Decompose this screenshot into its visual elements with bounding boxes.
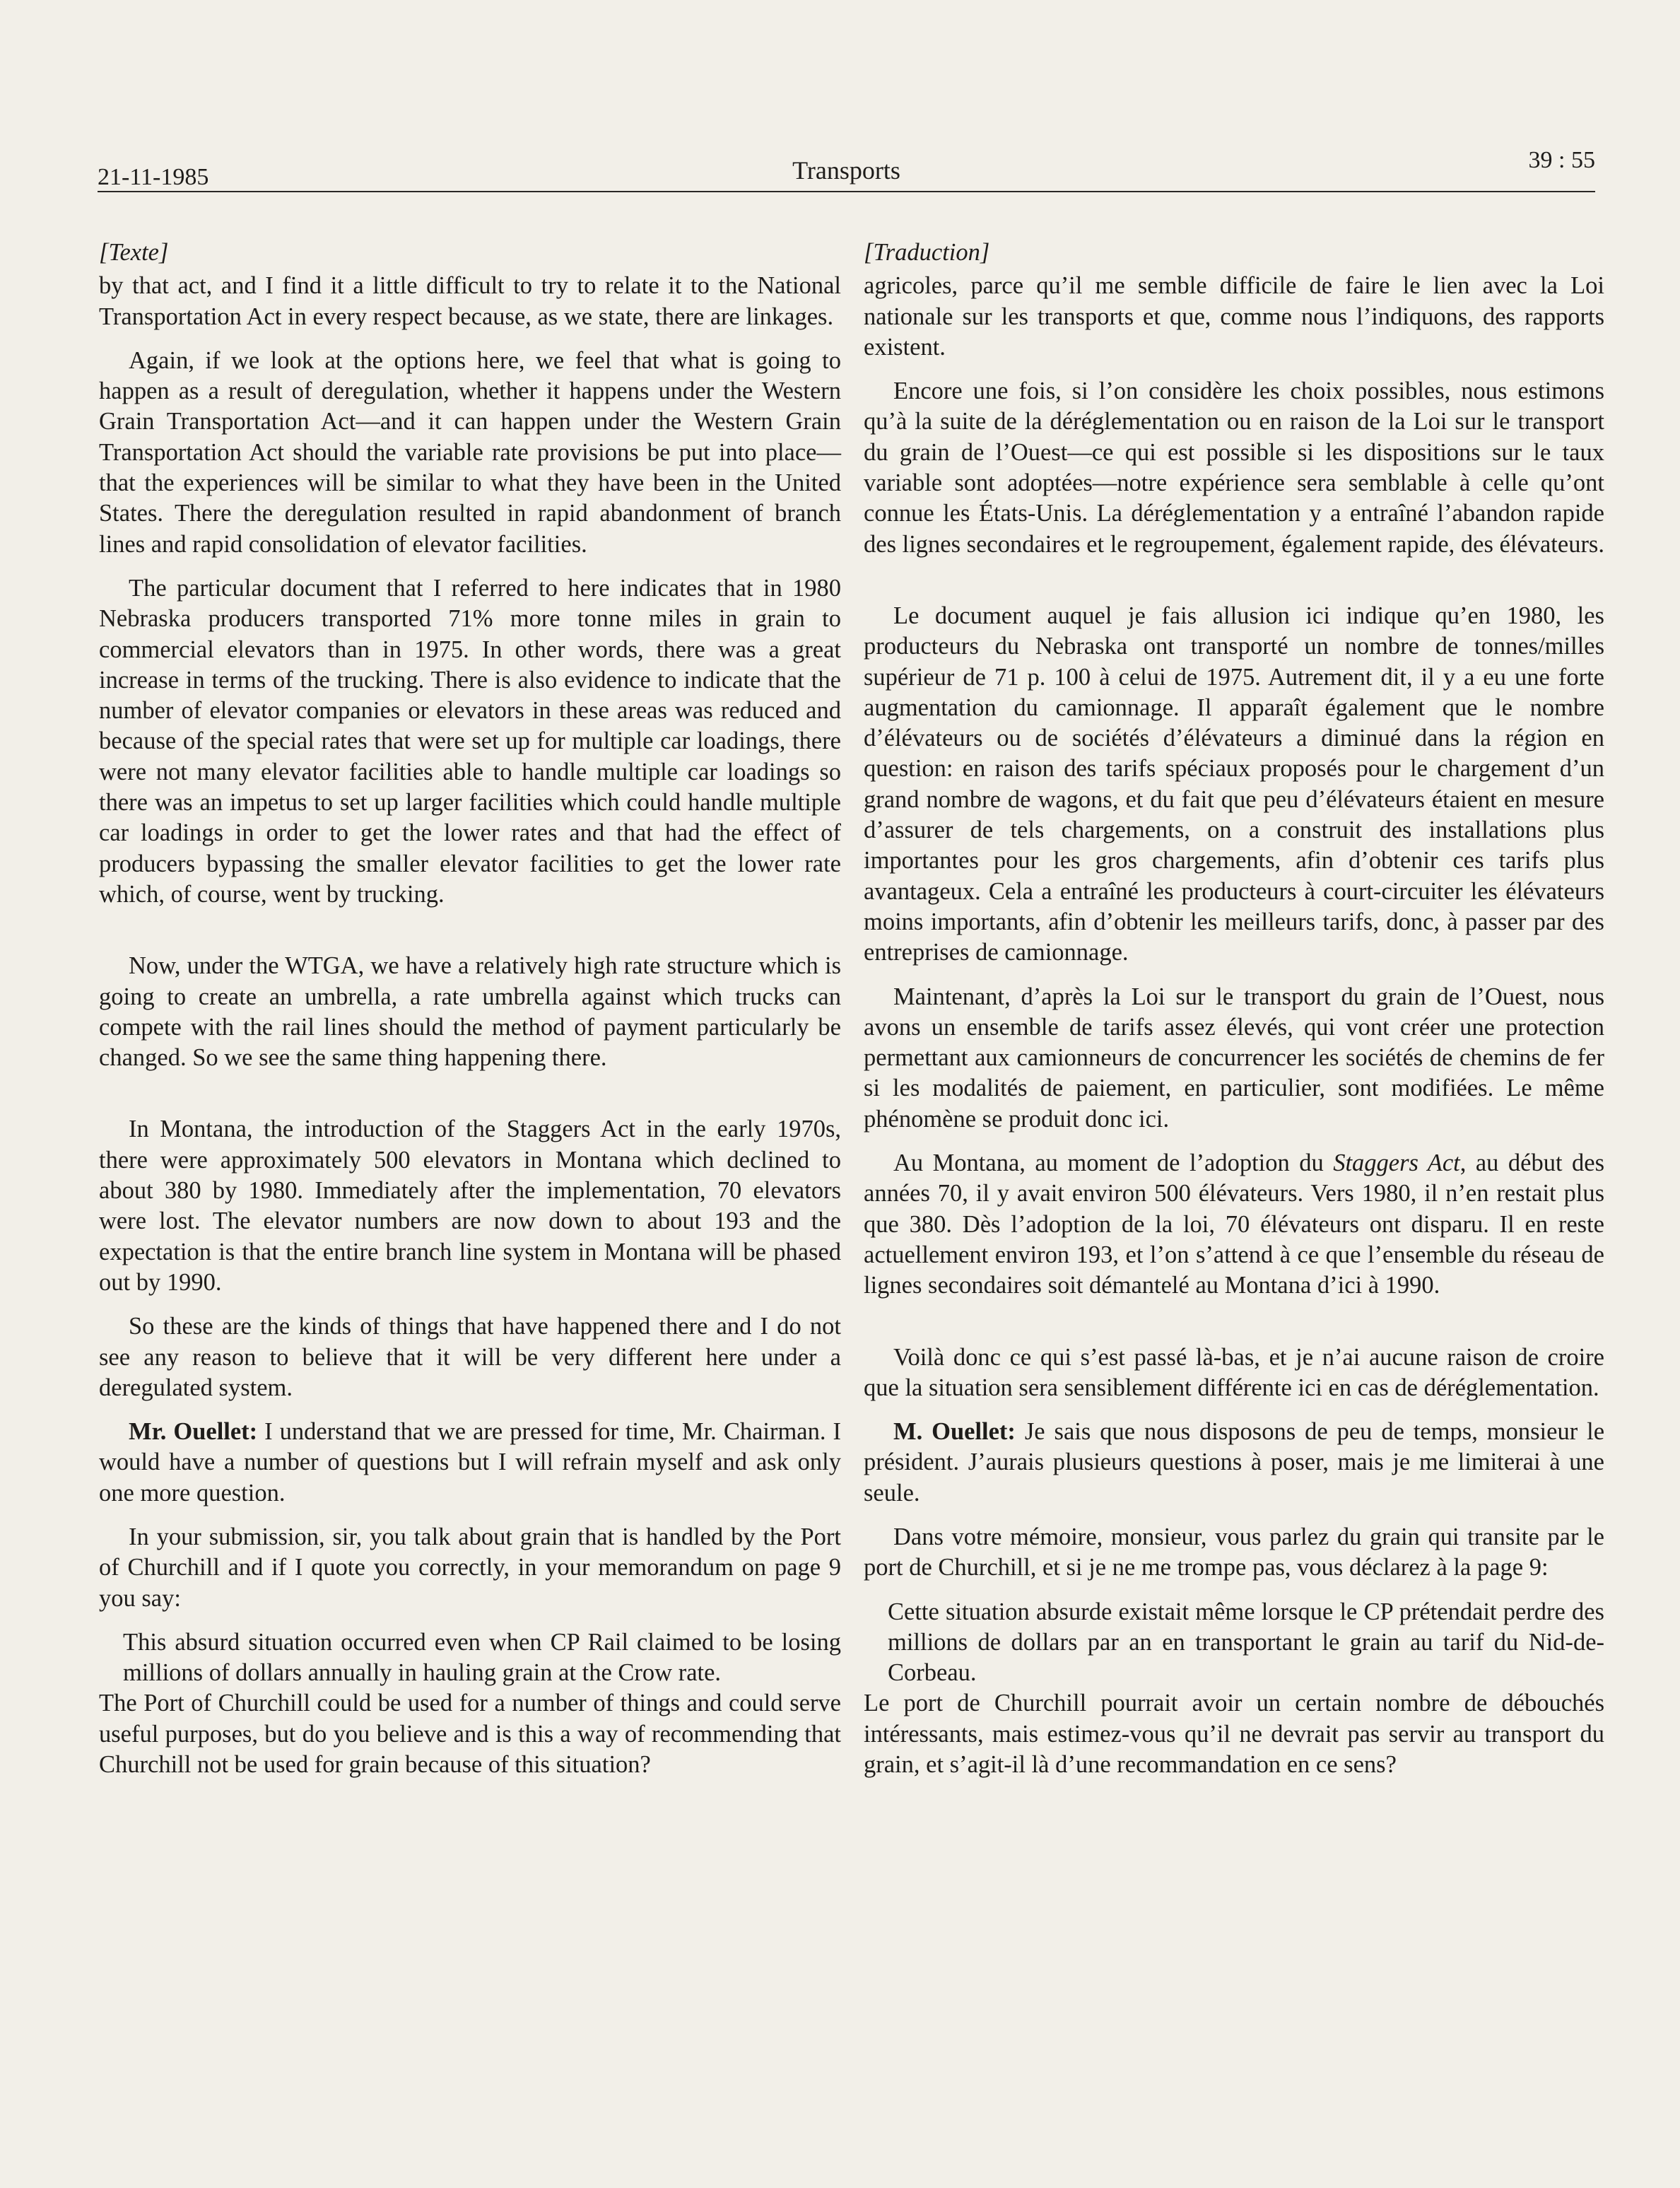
paragraph: In your submission, sir, you talk about grain that is handled by the Port of Churchill and if I quote you correctly, in your memorandum on page 9 you say:	[99, 1523, 841, 1612]
block-quote: This absurd situation occurred even when CP Rail claimed to be losing millions of dollars annually in hauling grain at the Crow rate.	[123, 1628, 841, 1687]
paragraph: Encore une fois, si l’on considère les choix possibles, nous estimons qu’à la suite de la déréglementation ou en raison de la Loi sur le transport du grain de l’Ouest—ce qui est possible si les dispositions sur le taux variable sont adoptées—notre expérience sera semblable à celle qu’ont connue les États-Unis. La déréglementation y a entraîné l’abandon rapide des lignes secondaires et le regroupement, également rapide, des élévateurs.	[864, 378, 1604, 558]
header-rule	[98, 191, 1595, 192]
paragraph: Dans votre mémoire, monsieur, vous parlez du grain qui transite par le port de Churchill, et si je ne me trompe pas, vous déclarez à la page 9:	[864, 1523, 1604, 1581]
section-tag-texte: [Texte]	[99, 239, 169, 266]
paragraph: Au Montana, au moment de l’adoption du Staggers Act, au début des années 70, il y avait environ 500 élévateurs. Vers 1980, il n’en restait plus que 380. Dès l’adoption de la loi, 70 élévateurs ont disparu. Il en reste actuellement environ 193, et l’on s’attend à ce que l’ensemble du réseau de lignes secondaires soit démantelé au Montana d’ici à 1990.	[864, 1149, 1605, 1299]
paragraph: The particular document that I referred to here indicates that in 1980 Nebraska producers transported 71% more tonne miles in grain to commercial elevators than in 1975. In other words, there was a great increase in terms of the trucking. There is also evidence to indicate that the number of elevator companies or elevators in these areas was reduced and because of the special rates that were set up for multiple car loadings, there were not many elevator facilities able to handle multiple car loadings so there was an impetus to set up larger facilities which could handle multiple car loadings in order to get the lower rates and that had the effect of producers bypassing the smaller elevator facilities to get the lower rate which, of course, went by trucking.	[99, 574, 841, 908]
paragraph: The Port of Churchill could be used for a number of things and could serve useful purposes, but do you believe and is this a way of recommending that Churchill not be used for grain because of this situation?	[99, 1690, 841, 1779]
paragraph: Le document auquel je fais allusion ici indique qu’en 1980, les producteurs du Nebraska ont transporté un nombre de tonnes/milles supérieur de 71 p. 100 à celui de 1975. Autrement dit, il y a eu une forte augmentation du camionnage. Il apparaît également que le nombre d’élévateurs ou de sociétés d’élévateurs a diminué dans la région en question: en raison des tarifs spéciaux proposés pour le chargement d’un grand nombre de wagons, et du fait que peu d’élévateurs étaient en mesure d’assurer de tels chargements, on a construit des installations plus importantes pour les gros chargements, afin d’obtenir ces tarifs plus avantageux. Cela a entraîné les producteurs à court-circuiter les élévateurs moins importants, afin d’obtenir les meilleurs tarifs, donc, à passer par des entreprises de camionnage.	[864, 602, 1604, 966]
paragraph: by that act, and I find it a little difficult to try to relate it to the National Transportation Act in every respect because, as we state, there are linkages.	[99, 272, 841, 330]
speaker-name: Mr. Ouellet:	[129, 1418, 258, 1446]
italic-act-name: Staggers Act	[1333, 1149, 1460, 1177]
english-column	[99, 238, 841, 1794]
paragraph: Le port de Churchill pourrait avoir un certain nombre de débouchés intéressants, mais estimez-vous qu’il ne devrait pas servir au transport du grain, et s’agit-il là d’une recommandation en ce sens?	[864, 1690, 1604, 1779]
paragraph: agricoles, parce qu’il me semble difficile de faire le lien avec la Loi nationale sur les transports et que, comme nous l’indiquons, des rapports existent.	[864, 272, 1604, 361]
header-date: 21-11-1985	[98, 164, 209, 190]
speaker-paragraph: Mr. Ouellet: I understand that we are pressed for time, Mr. Chairman. I would have a number of questions but I will refrain myself and ask only one more question.	[99, 1418, 841, 1507]
section-tag-word: Traduction	[873, 239, 980, 266]
paragraph: Maintenant, d’après la Loi sur le transport du grain de l’Ouest, nous avons un ensemble de tarifs assez élevés, qui vont créer une protection permettant aux camionneurs de concurrencer les sociétés de chemins de fer si les modalités de paiement, en particulier, sont modifiées. Le même phénomène se produit donc ici.	[864, 983, 1604, 1133]
paragraph: In Montana, the introduction of the Staggers Act in the early 1970s, there were approximately 500 elevators in Montana which declined to about 380 by 1980. Immediately after the implementation, 70 elevators were lost. The elevator numbers are now down to about 193 and the expectation is that the entire branch line system in Montana will be phased out by 1990.	[99, 1116, 841, 1296]
paragraph: Voilà donc ce qui s’est passé là-bas, et je n’ai aucune raison de croire que la situation sera sensiblement différente ici en cas de déréglementation.	[864, 1343, 1604, 1401]
header-title: Transports	[792, 156, 900, 185]
section-tag-traduction: [Traduction]	[864, 239, 990, 266]
paragraph: So these are the kinds of things that have happened there and I do not see any reason to believe that it will be very different here under a deregulated system.	[99, 1313, 841, 1401]
paragraph: Again, if we look at the options here, we feel that what is going to happen as a result of deregulation, whether it happens under the Western Grain Transportation Act—and it can happen under the Western Grain Transportation Act should the variable rate provisions be put into place—that the experiences will be similar to what they have been in the United States. There the deregulation resulted in rapid abandonment of branch lines and rapid consolidation of elevator facilities.	[99, 346, 841, 558]
header-page-number: 39 : 55	[1528, 147, 1595, 173]
french-column	[864, 238, 1604, 1794]
paragraph: Now, under the WTGA, we have a relatively high rate structure which is going to create an umbrella, a rate umbrella against which trucks can compete with the rail lines should the method of payment particularly be changed. So we see the same thing happening there.	[99, 952, 841, 1072]
speaker-name: M. Ouellet:	[893, 1418, 1016, 1446]
speaker-paragraph: M. Ouellet: Je sais que nous disposons de peu de temps, monsieur le président. J’aurais plusieurs questions à poser, mais je me limiterai à une seule.	[864, 1418, 1605, 1507]
block-quote: Cette situation absurde existait même lorsque le CP prétendait perdre des millions de dollars par an en transportant le grain au tarif du Nid-de-Corbeau.	[888, 1598, 1604, 1687]
section-tag-word: Texte	[108, 239, 159, 266]
page-header	[98, 147, 1595, 191]
